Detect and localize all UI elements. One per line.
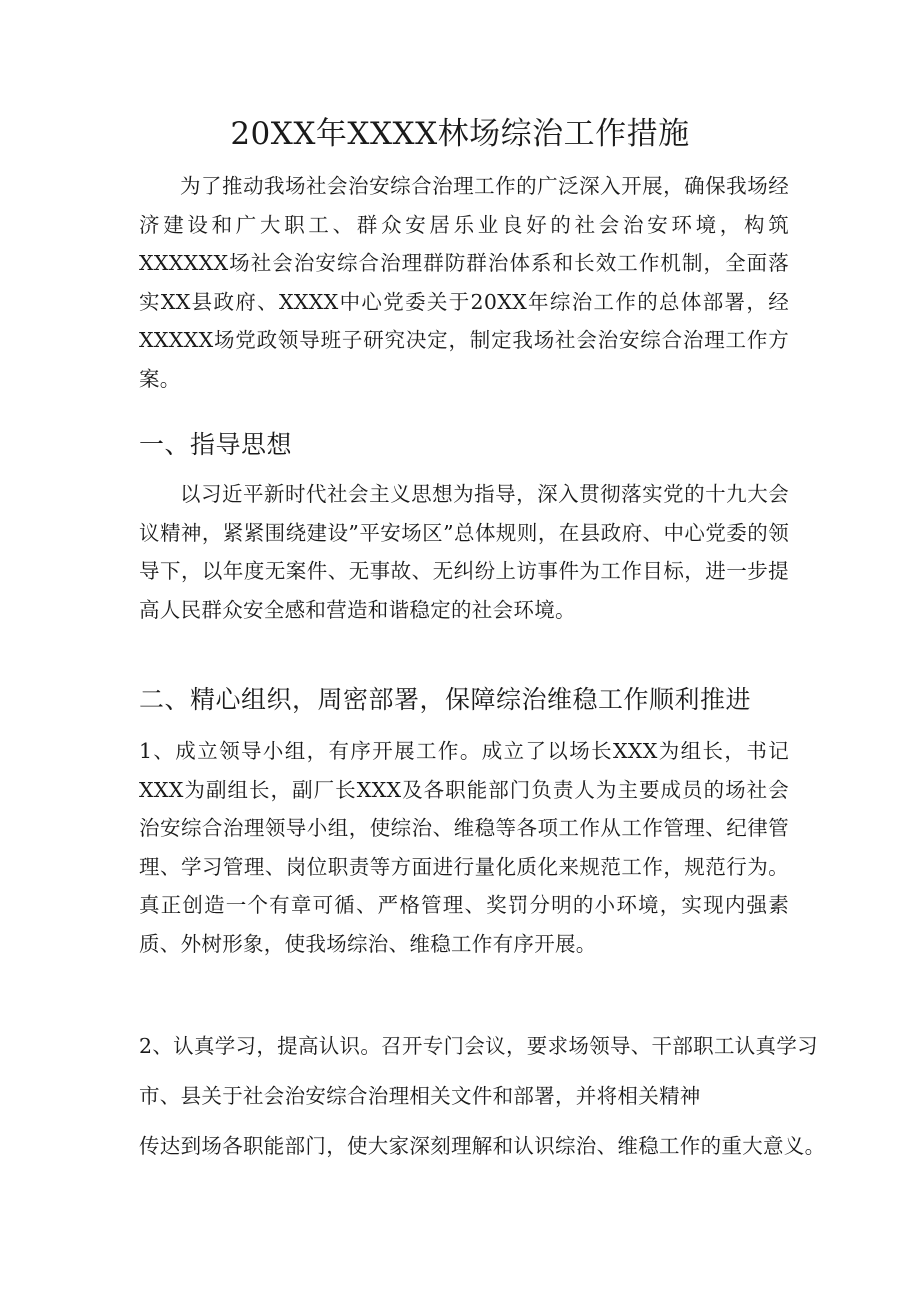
document-title: 20XX年XXXX林场综治工作措施 (230, 116, 690, 152)
organization-item-2-line-1: 2、认真学习，提高认识。召开专门会议，要求场领导、干部职工认真学习 (139, 1034, 818, 1058)
intro-paragraph: 为了推动我场社会治安综合治理工作的广泛深入开展，确保我场经济建设和广大职工、群众安居乐业良好的社会治安环境，构筑XXXXXX场社会治安综合治理群防群治体系和长效工作机制，全面落实XX县政府、XXXX中心党委关于20XX年综治工作的总体部署，经XXXXX场党政领导班子研究决定，制定我场社会治安综合治理工作方案。 (139, 174, 789, 391)
guiding-ideology-paragraph: 以习近平新时代社会主义思想为指导，深入贯彻落实党的十九大会议精神，紧紧围绕建设”平安场区”总体规则，在县政府、中心党委的领导下，以年度无案件、无事故、无纠纷上访事件为工作目标，进一步提高人民群众安全感和营造和谐稳定的社会环境。 (139, 482, 789, 622)
section-heading-organization: 二、精心组织，周密部署，保障综治维稳工作顺利推进 (139, 685, 752, 714)
organization-item-1-paragraph: 1、成立领导小组，有序开展工作。成立了以场长XXX为组长，书记XXX为副组长，副厂长XXX及各职能部门负责人为主要成员的场社会治安综合治理领导小组，使综治、维稳等各项工作从工作管理、纪律管理、学习管理、岗位职责等方面进行量化质化来规范工作，规范行为。真正创造一个有章可循、严格管理、奖罚分明的小环境，实现内强素质、外树形象，使我场综治、维稳工作有序开展。 (139, 739, 789, 956)
organization-item-2-line-3: 传达到场各职能部门，使大家深刻理解和认识综治、维稳工作的重大意义。 (139, 1134, 826, 1158)
organization-item-2-line-2: 市、县关于社会治安综合治理相关文件和部署，并将相关精神 (139, 1084, 701, 1108)
section-heading-guiding-ideology: 一、指导思想 (139, 430, 293, 459)
